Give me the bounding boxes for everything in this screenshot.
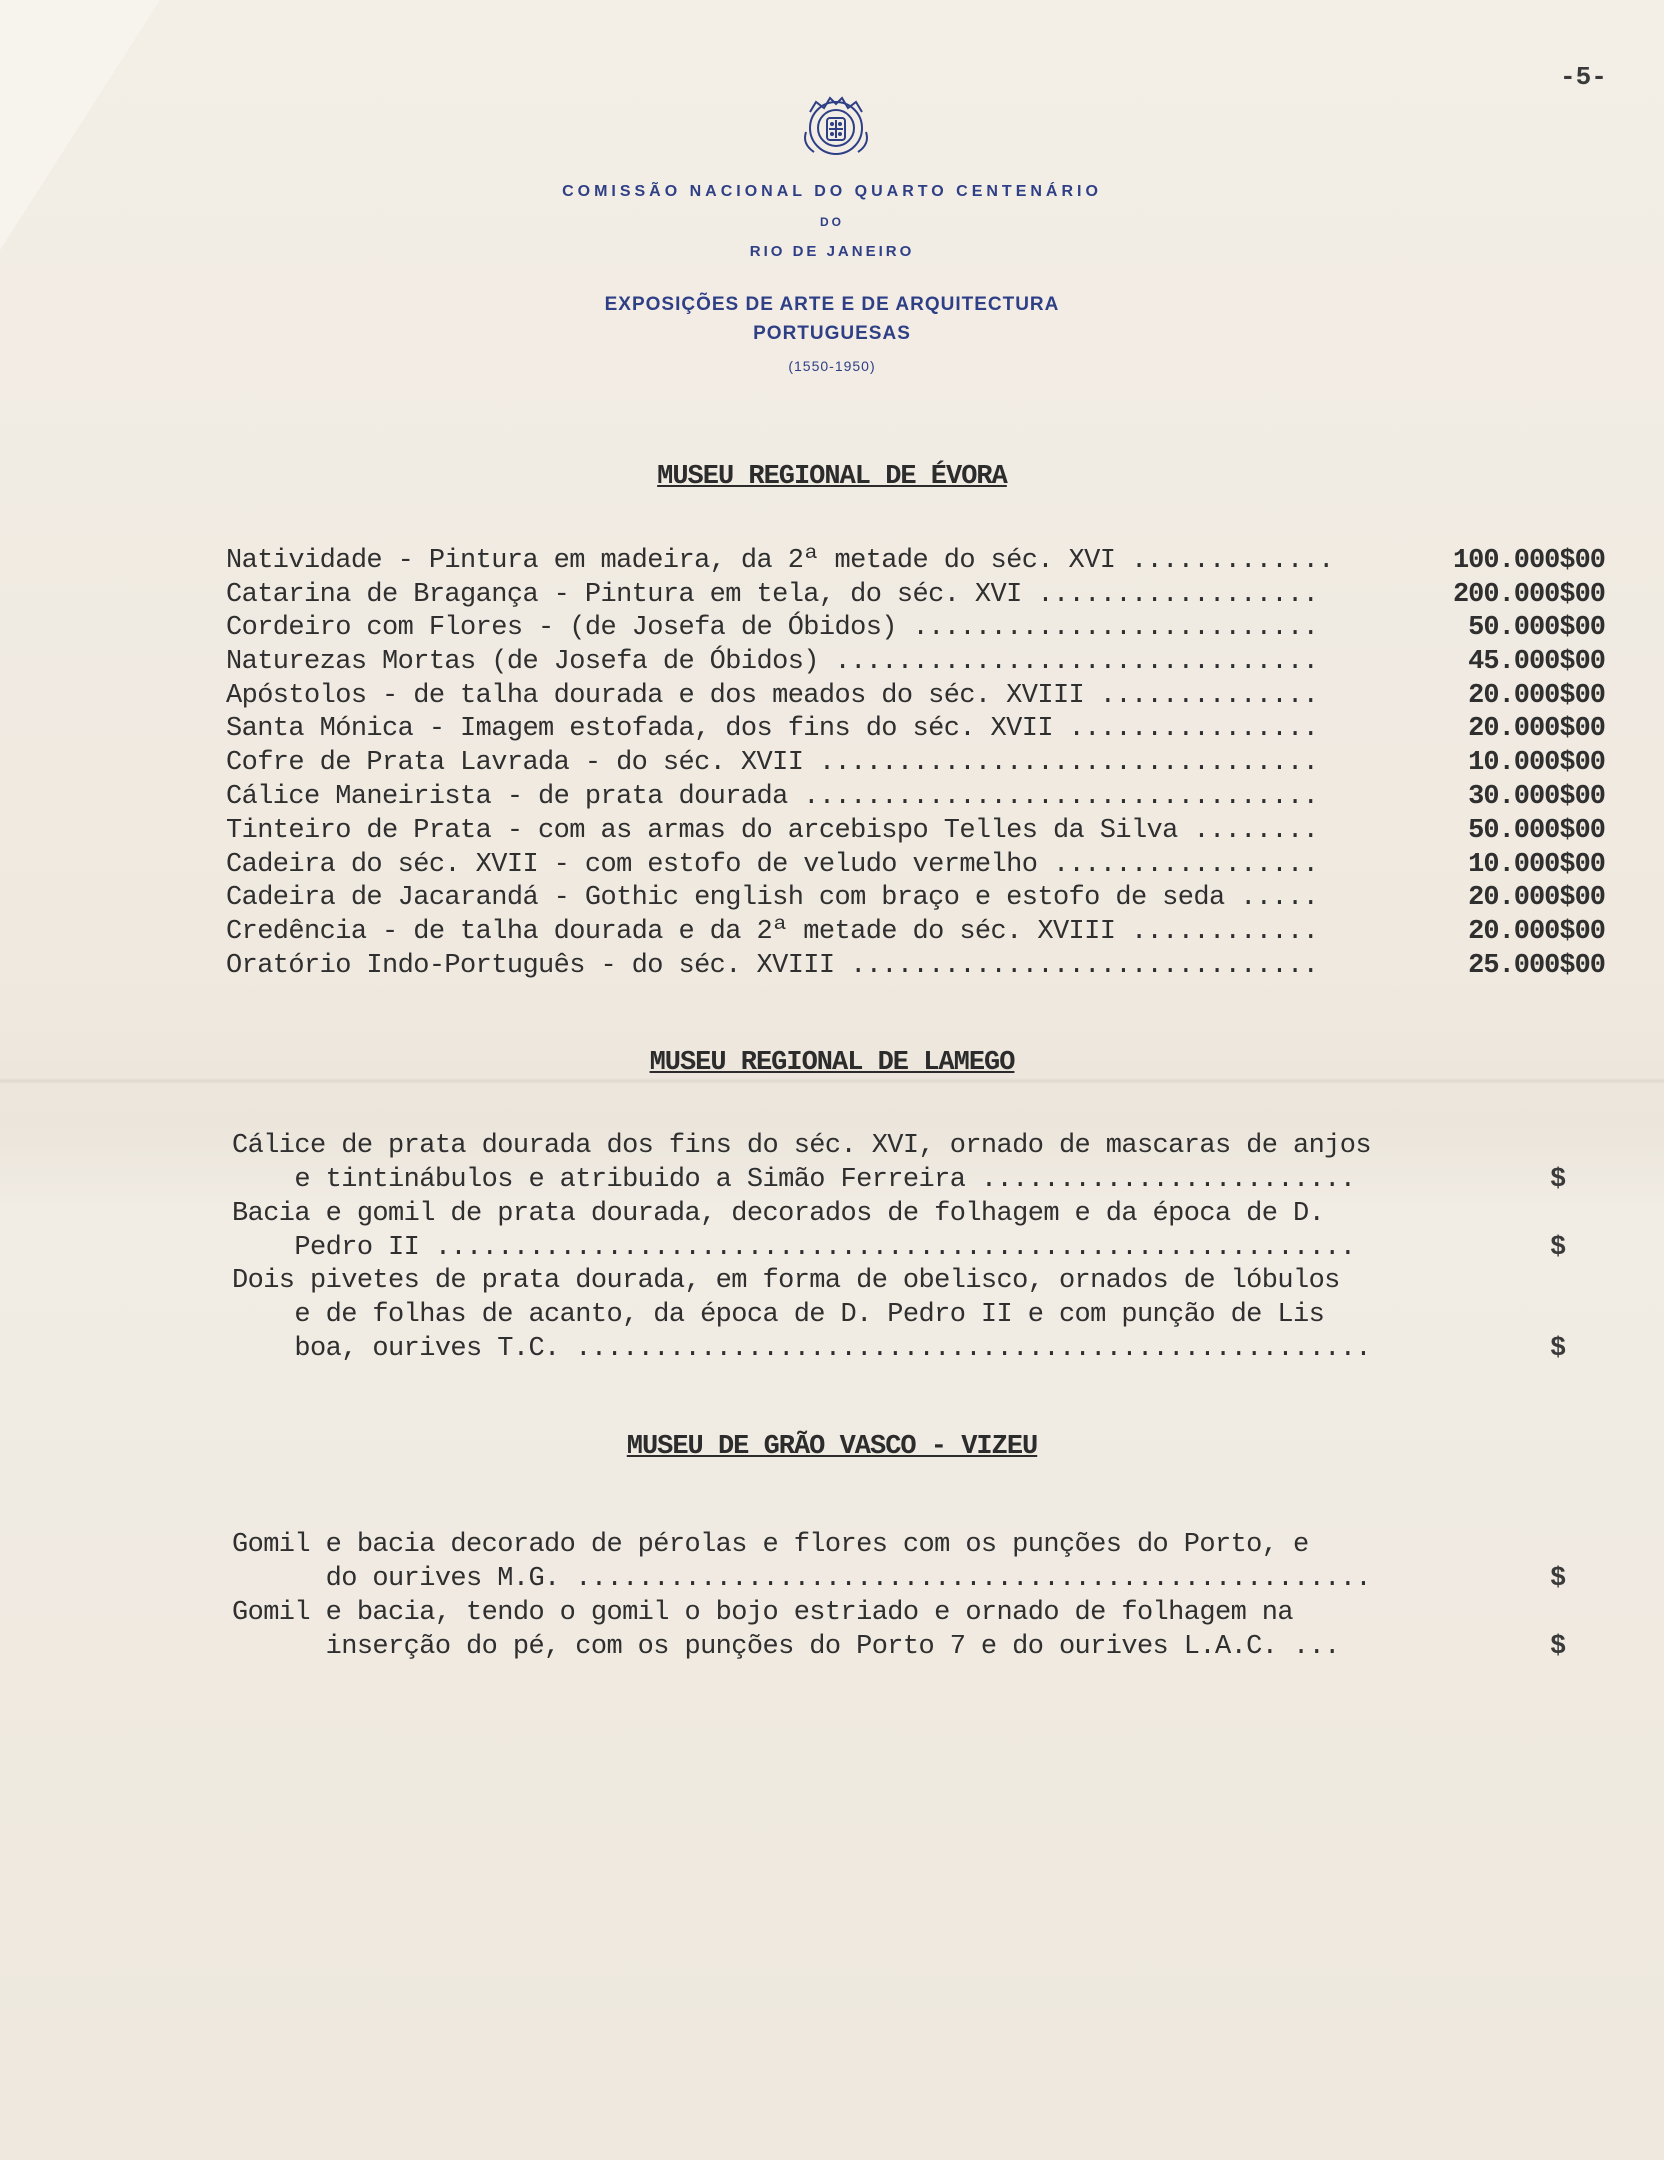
letterhead-years: (1550-1950) [788,358,876,374]
list-item-price: 20.000$00 [1468,917,1605,947]
list-item-line: Cálice de prata dourada dos fins do séc. XVI, ornado de mascaras de anjos [232,1131,1371,1161]
list-item-text: Cordeiro com Flores - (de Josefa de Óbidos) .......................... [226,613,1319,643]
list-item-line: Bacia e gomil de prata dourada, decorados de folhagem e da época de D. [232,1199,1325,1229]
letterhead-do: DO [820,215,844,229]
list-item-price: 20.000$00 [1468,681,1605,711]
list-item-price: 45.000$00 [1468,647,1605,677]
list-item-text: Catarina de Bragança - Pintura em tela, do séc. XVI .................. [226,580,1319,610]
letterhead-exhibitions: EXPOSIÇÕES DE ARTE E DE ARQUITECTURA [604,294,1060,315]
list-item-text: Apóstolos - de talha dourada e dos meados do séc. XVIII .............. [226,681,1319,711]
list-item-text: Cadeira de Jacarandá - Gothic english com braço e estofo de seda ..... [226,883,1319,913]
list-item-price: 10.000$00 [1468,850,1605,880]
list-item-price: 50.000$00 [1468,613,1605,643]
page-number: -5- [1560,62,1607,92]
list-item-price: $ [1550,1564,1567,1594]
list-item-text: Tinteiro de Prata - com as armas do arcebispo Telles da Silva ........ [226,816,1319,846]
list-item-text: Credência - de talha dourada e da 2ª metade do séc. XVIII ............ [226,917,1319,947]
list-item-price: 100.000$00 [1452,546,1605,576]
list-item-line: boa, ourives T.C. ................................................... [232,1334,1371,1364]
paper-fold [0,1078,1664,1084]
list-item-price: 10.000$00 [1468,748,1605,778]
list-item-price: $ [1550,1632,1567,1662]
list-item-price: 25.000$00 [1468,951,1605,981]
list-item-price: 30.000$00 [1468,782,1605,812]
list-item-price: 50.000$00 [1468,816,1605,846]
list-item-text: Santa Mónica - Imagem estofada, dos fins do séc. XVII ................ [226,714,1319,744]
list-item-price: 20.000$00 [1468,883,1605,913]
section-title-lamego: MUSEU REGIONAL DE LAMEGO [649,1048,1015,1078]
list-item-line: do ourives M.G. ................................................... [232,1564,1371,1594]
letterhead-portuguesas: PORTUGUESAS [753,323,911,344]
list-item-line: Pedro II ........................................................... [232,1233,1356,1263]
coat-of-arms-emblem-icon [800,92,872,162]
section-title-evora: MUSEU REGIONAL DE ÉVORA [657,462,1007,492]
list-item-text: Cadeira do séc. XVII - com estofo de veludo vermelho ................. [226,850,1319,880]
list-item-line: inserção do pé, com os punções do Porto 7 e do ourives L.A.C. ... [232,1632,1340,1662]
list-item-price: $ [1550,1233,1567,1263]
list-item-price: 200.000$00 [1452,580,1605,610]
list-item-price: $ [1550,1334,1567,1364]
letterhead-commission: COMISSÃO NACIONAL DO QUARTO CENTENÁRIO [562,183,1102,200]
list-item-text: Cálice Maneirista - de prata dourada ................................. [226,782,1319,812]
list-item-price: $ [1550,1165,1567,1195]
section-title-vizeu: MUSEU DE GRÃO VASCO - VIZEU [626,1432,1038,1462]
list-item-line: e tintinábulos e atribuido a Simão Ferreira ........................ [232,1165,1356,1195]
list-item-line: Gomil e bacia, tendo o gomil o bojo estriado e ornado de folhagem na [232,1598,1293,1628]
list-item-text: Natividade - Pintura em madeira, da 2ª metade do séc. XVI ............. [226,546,1334,576]
list-item-line: Dois pivetes de prata dourada, em forma de obelisco, ornados de lóbulos [232,1266,1340,1296]
list-item-line: e de folhas de acanto, da época de D. Pedro II e com punção de Lis [232,1300,1325,1330]
list-item-text: Naturezas Mortas (de Josefa de Óbidos) ............................... [226,647,1319,677]
folded-corner [0,0,160,250]
list-item-price: 20.000$00 [1468,714,1605,744]
list-item-line: Gomil e bacia decorado de pérolas e flores com os punções do Porto, e [232,1530,1309,1560]
list-item-text: Cofre de Prata Lavrada - do séc. XVII ................................ [226,748,1319,778]
list-item-text: Oratório Indo-Português - do séc. XVIII .............................. [226,951,1319,981]
letterhead-city: RIO DE JANEIRO [749,243,915,260]
